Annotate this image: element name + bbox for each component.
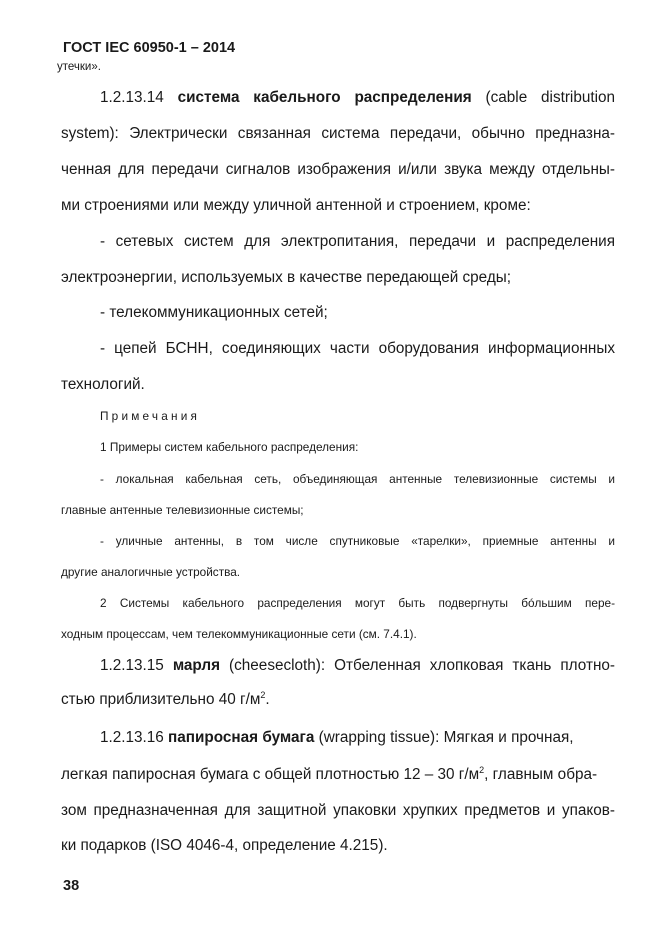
note-line: 2 Системы кабельного распределения могут быть подвергнуты бóльшим пере- [100, 596, 615, 610]
list-item-continuation: технологий. [61, 376, 145, 393]
continuation-text: утечки». [57, 61, 101, 73]
note-line: главные антенные телевизионные системы; [61, 503, 304, 517]
list-item: - сетевых систем для электропитания, передачи и распределения [100, 233, 615, 250]
term: папиросная бумага [168, 729, 315, 746]
paragraph-line [61, 692, 615, 707]
list-item: - цепей БСНН, соединяющих части оборудования информационных [100, 340, 615, 357]
notes-heading: Примечания [100, 409, 201, 423]
note-line: другие аналогичные устройства. [61, 565, 241, 579]
term-translation: (cheesecloth): Отбеленная хлопковая ткань плотно- [220, 657, 615, 674]
term: система кабельного распределения [177, 89, 472, 106]
paragraph-line [61, 767, 615, 782]
text: легкая папиросная бумага с общей плотностью 12 – 30 г/м [61, 766, 480, 783]
list-item-continuation: электроэнергии, используемых в качестве передающей среды; [61, 269, 512, 286]
term-translation: (wrapping tissue): Мягкая и прочная, [314, 729, 574, 746]
term-translation: (cable distribution [471, 89, 616, 106]
clause-1-2-13-15-line [100, 658, 615, 673]
clause-1-2-13-14-line [100, 90, 615, 105]
list-item: - телекоммуникационных сетей; [100, 304, 328, 321]
paragraph-line: ченная для передачи сигналов изображения и/или звука между отдельны- [61, 161, 615, 178]
document-header: ГОСТ IEC 60950-1 – 2014 [63, 40, 236, 56]
clause-number: 1.2.13.16 [100, 729, 169, 746]
page-number: 38 [63, 878, 80, 894]
note-line: - уличные антенны, в том числе спутниковые «тарелки», приемные антенны и [100, 534, 615, 548]
text: . [265, 691, 270, 708]
superscript: 2 [479, 765, 485, 775]
text: , главным обра- [484, 766, 598, 783]
superscript: 2 [260, 690, 266, 700]
paragraph-line: ми строениями или между уличной антенной и строением, кроме: [61, 197, 531, 214]
paragraph-line: system): Электрически связанная система передачи, обычно предназна- [61, 125, 615, 142]
term: марля [172, 657, 221, 674]
note-line: - локальная кабельная сеть, объединяющая антенные телевизионные системы и [100, 472, 615, 486]
paragraph-line: ки подарков (ISO 4046-4, определение 4.215). [61, 837, 388, 854]
clause-number: 1.2.13.14 [100, 89, 178, 106]
note-line: ходным процессам, чем телекоммуникационные сети (см. 7.4.1). [61, 627, 417, 641]
clause-number: 1.2.13.15 [100, 657, 173, 674]
paragraph-line: зом предназначенная для защитной упаковки хрупких предметов и упаков- [61, 802, 615, 819]
text: стью приблизительно 40 г/м [61, 691, 261, 708]
note-line: 1 Примеры систем кабельного распределения: [100, 440, 359, 454]
clause-1-2-13-16-line [100, 730, 615, 745]
